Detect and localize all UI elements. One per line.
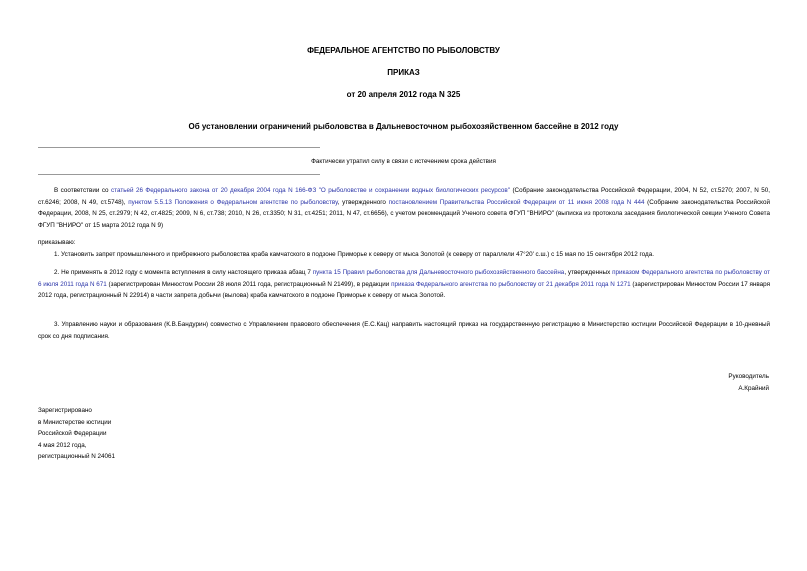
date-number-heading: от 20 апреля 2012 года N 325 [346, 90, 461, 99]
link-order-1271[interactable]: приказа Федерального агентства по рыболовству от 21 декабря 2011 года N 1271 [391, 280, 631, 288]
divider-bottom [38, 174, 320, 175]
doc-type-heading: ПРИКАЗ [387, 68, 420, 77]
signature-block [728, 371, 769, 394]
preamble-text-3: , утвержденного [337, 198, 389, 206]
registration-block [38, 405, 115, 463]
agency-heading: ФЕДЕРАЛЬНОЕ АГЕНТСТВО ПО РЫБОЛОВСТВУ [307, 46, 500, 55]
document-title: Об установлении ограничений рыболовства в Дальневосточном рыбохозяйственном бассейне в 2012 году [188, 122, 619, 131]
item-3-paragraph [38, 319, 770, 342]
signatory-position: Руководитель [728, 373, 769, 380]
preamble-text-2: (Собрание законодательства Российской Федерации, 2004, N 52, ст.5270; 2007, N 50, ст.6246; 2008, N 49, ст.5748), [38, 187, 770, 206]
item-1-text: 1. Установить запрет промышленного и прибрежного рыболовства краба камчатского в подзоне Приморье к северу от мыса Золотой (к северу от параллели 47°20' с.ш.) с 15 мая по 15 сентября 2012 года. [54, 251, 654, 258]
registration-line: Зарегистрировано [38, 407, 92, 414]
item-2-text-1: 2. Не применять в 2012 году с момента вступления в силу настоящего приказа абзац 7 [54, 269, 313, 276]
order-word: приказываю: [38, 239, 76, 246]
item-1-paragraph [38, 249, 770, 261]
link-regulation-5-5-13[interactable]: пунктом 5.5.13 Положения о Федеральном агентстве по рыболовству [128, 198, 338, 206]
item-3-text: 3. Управлению науки и образования (К.В.Бандурин) совместно с Управлением правового обеспечения (Е.С.Кац) направить настоящий приказ на государственную регистрацию в Министерство юстиции Российской Федерации в 10-дневный срок со дня подписания. [38, 321, 770, 340]
item-2-paragraph [38, 267, 770, 302]
registration-line: регистрационный N 24061 [38, 453, 116, 461]
registration-line: Российской Федерации [38, 430, 107, 438]
preamble-text-4: (Собрание законодательства Российской Федерации, 2008, N 25, ст.2979; N 42, ст.4825; 2009, N 6, ст.738; 2010, N 26, ст.3350; N 31, ст.4251; 2011, N 47, ст.6656), с учетом рекомендаций Ученого совета ФГУП "ВНИРО" (выписка из протокола заседания биологической секции Ученого Совета ФГУП "ВНИРО" от 15 марта 2012 года N 9) [38, 198, 770, 229]
status-note: Фактически утратил силу в связи с истечением срока действия [311, 158, 496, 165]
link-federal-law-art26[interactable]: статьей 26 Федерального закона от 20 декабря 2004 года N 166-ФЗ "О рыболовстве и сохранении водных биологических ресурсов" [111, 187, 511, 194]
registration-line: в Министерстве юстиции [38, 418, 112, 426]
link-fishing-rules-p15[interactable]: пункта 15 Правил рыболовства для Дальневосточного рыбохозяйственного бассейна [312, 269, 565, 276]
link-order-671[interactable]: приказом Федерального агентства по рыболовству от 6 июля 2011 года N 671 [38, 269, 770, 288]
item-2-text-3: (зарегистрирован Минюстом России 28 июля 2011 года, регистрационный N 21499), в редакции [106, 280, 392, 288]
preamble-paragraph [38, 185, 770, 231]
item-2-text-4: (зарегистрирован Минюстом России 17 января 2012 года, регистрационный N 22914) в части запрета добычи (вылова) краба камчатского в подзоне Приморье к северу от мыса Золотой. [38, 280, 771, 300]
item-2-text-2: , утвержденных [564, 269, 613, 276]
link-government-decree-444[interactable]: постановлением Правительства Российской Федерации от 11 июня 2008 года N 444 [388, 198, 645, 206]
registration-line: 4 мая 2012 года, [38, 441, 87, 449]
preamble-text-1: В соответствии со [54, 187, 112, 194]
divider-top [38, 147, 320, 148]
signatory-name: А.Крайний [738, 384, 769, 392]
